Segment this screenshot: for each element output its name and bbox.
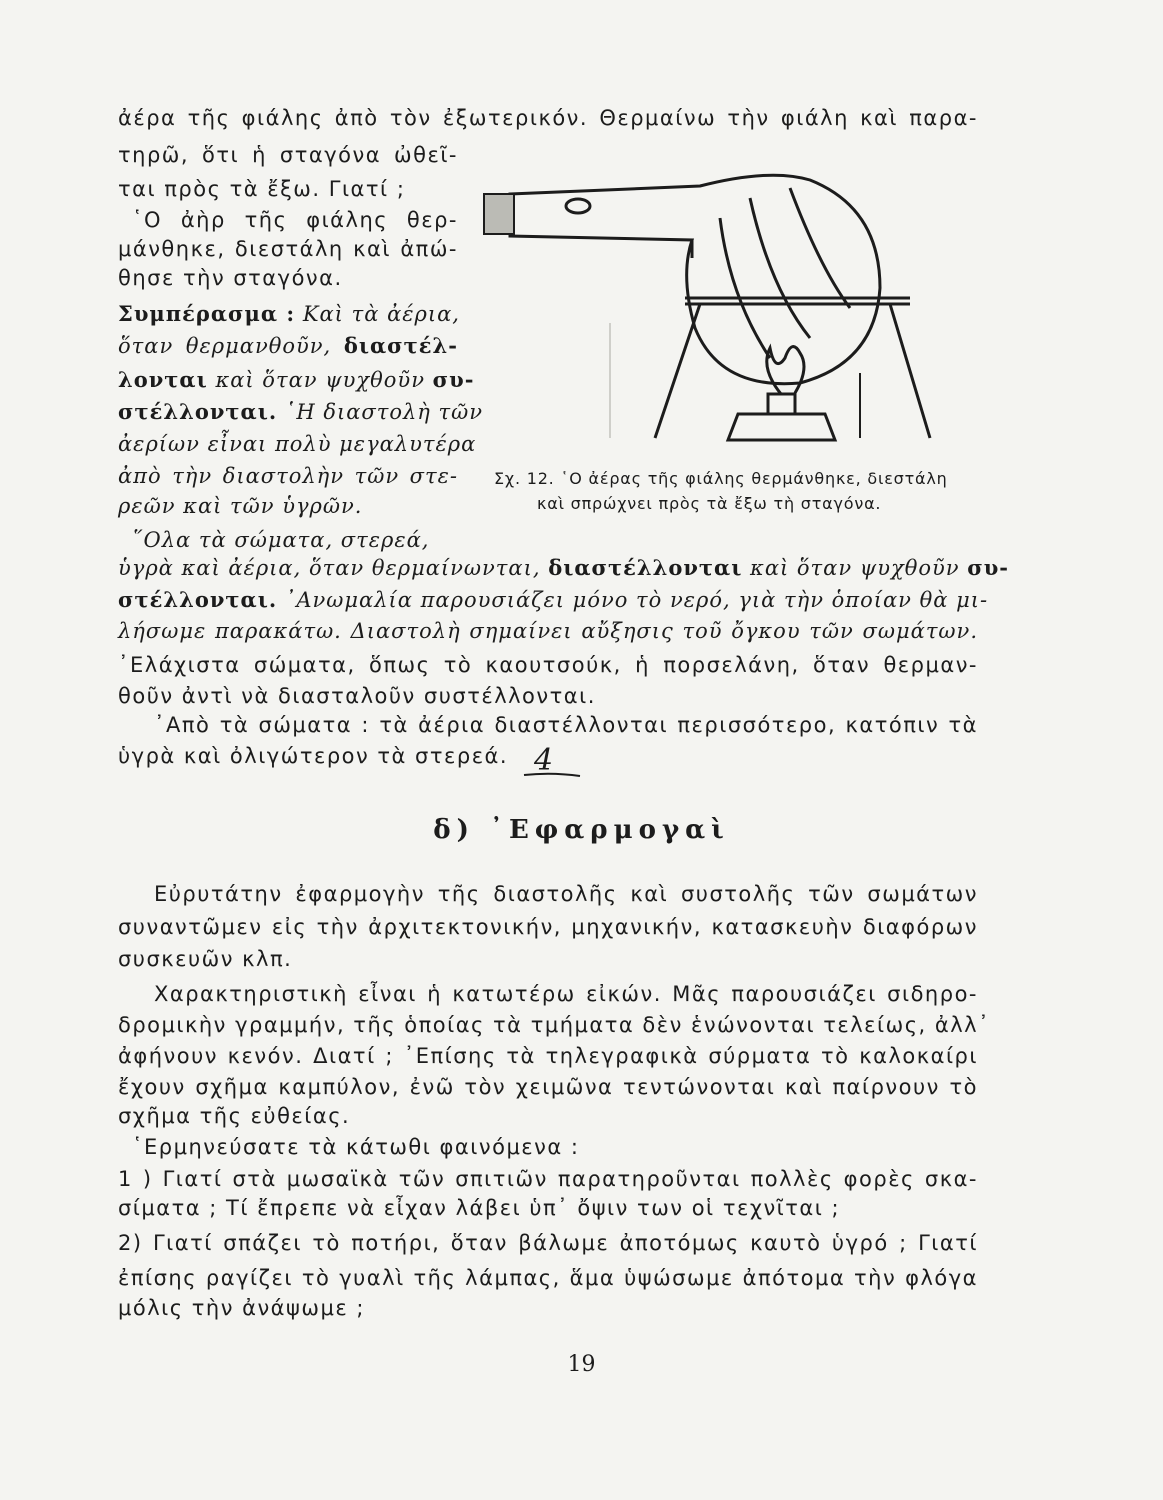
- text-line: τηρῶ, ὅτι ἡ σταγόνα ὠθεῖ-: [118, 143, 458, 167]
- text-line: ῾Ο ἀὴρ τῆς φιάλης θερ-: [132, 208, 458, 232]
- conclusion-text: καὶ ὅταν ψυχθοῦν: [742, 556, 968, 580]
- conclusion-line: [118, 553, 1010, 583]
- handwritten-mark: [522, 740, 592, 790]
- section-heading: δ) ᾿Εφαρμογαὶ: [433, 815, 730, 845]
- emphasis-text: λονται: [118, 367, 208, 392]
- conclusion-line: [118, 397, 484, 427]
- text-line: ἔχουν σχῆμα καμπύλον, ἐνῶ τὸν χειμῶνα τεντώνονται καὶ παίρνουν τὸ: [118, 1075, 978, 1099]
- text-line: σχῆμα τῆς εὐθείας.: [118, 1104, 351, 1128]
- conclusion-line: ἀερίων εἶναι πολὺ μεγαλυτέρα: [118, 432, 477, 456]
- handwritten-number: 4: [534, 743, 554, 778]
- conclusion-label: Συμπέρασμα :: [118, 301, 296, 326]
- text-line: ἐπίσης ραγίζει τὸ γυαλὶ τῆς λάμπας, ἅμα ὑψώσωμε ἀπότομα τὴν φλόγα: [118, 1266, 978, 1290]
- conclusion-text: ῾Η διαστολὴ τῶν: [277, 400, 484, 424]
- text-line: ᾿Ελάχιστα σώματα, ὅπως τὸ καουτσούκ, ἡ πορσελάνη, ὅταν θερμαν-: [118, 653, 978, 677]
- text-line: Χαρακτηριστικὴ εἶναι ἡ κατωτέρω εἰκών. Μᾶς παρουσιάζει σιδηρο-: [154, 982, 978, 1006]
- text-line: Εὐρυτάτην ἐφαρμογὴν τῆς διαστολῆς καὶ συστολῆς τῶν σωμάτων: [154, 882, 978, 906]
- figure-caption: Σχ. 12. ῾Ο ἀέρας τῆς φιάλης θερμάνθηκε, διεστάλη: [494, 469, 948, 488]
- flask-illustration: [470, 158, 970, 458]
- conclusion-text: ᾿Ανωμαλία παρουσιάζει μόνο τὸ νερό, γιὰ τὴν ὁποίαν θὰ μι-: [277, 588, 989, 612]
- text-line: ἀέρα τῆς φιάλης ἀπὸ τὸν ἐξωτερικόν. Θερμαίνω τὴν φιάλη καὶ παρα-: [118, 106, 978, 130]
- emphasis-text: στέλλονται.: [118, 587, 278, 612]
- text-line: ὑγρὰ καὶ ὀλιγώτερον τὰ στερεά.: [118, 744, 509, 768]
- text-line: ᾿Απὸ τὰ σώματα : τὰ ἀέρια διαστέλλονται περισσότερο, κατόπιν τὰ: [154, 713, 978, 737]
- text-line: 1 ) Γιατί στὰ μωσαϊκὰ τῶν σπιτιῶν παρατηροῦνται πολλὲς φορὲς σκα-: [118, 1167, 978, 1191]
- emphasis-text: διαστέλλονται: [548, 555, 743, 580]
- text-line: θησε τὴν σταγόνα.: [118, 266, 343, 290]
- conclusion-line: λήσωμε παρακάτω. Διαστολὴ σημαίνει αὔξησις τοῦ ὄγκου τῶν σωμάτων.: [118, 619, 978, 643]
- text-line: 2) Γιατί σπάζει τὸ ποτήρι, ὅταν βάλωμε ἀποτόμως καυτὸ ὑγρό ; Γιατί: [118, 1231, 978, 1255]
- conclusion-line: [118, 331, 458, 361]
- text-line: σίματα ; Τί ἔπρεπε νὰ εἶχαν λάβει ὑπ᾿ ὄψιν των οἱ τεχνῖται ;: [118, 1196, 841, 1220]
- text-line: δρομικὴν γραμμήν, τῆς ὁποίας τὰ τμήματα δὲν ἑνώνονται τελείως, ἀλλ᾿: [118, 1013, 991, 1037]
- emphasis-text: διαστέλ-: [343, 333, 458, 358]
- conclusion-line: [118, 365, 475, 395]
- conclusion-line: ρεῶν καὶ τῶν ὑγρῶν.: [118, 494, 363, 518]
- text-line: θοῦν ἀντὶ νὰ διασταλοῦν συστέλλονται.: [118, 684, 596, 708]
- text-line: μόλις τὴν ἀνάψωμε ;: [118, 1296, 365, 1320]
- conclusion-text: ὑγρὰ καὶ ἀέρια, ὅταν θερμαίνωνται,: [118, 556, 549, 580]
- text-line: ται πρὸς τὰ ἔξω. Γιατί ;: [118, 177, 406, 201]
- page-number: 19: [567, 1352, 596, 1377]
- emphasis-text: συ-: [967, 555, 1010, 580]
- text-line: συσκευῶν κλπ.: [118, 947, 293, 971]
- text-line: συναντῶμεν εἰς τὴν ἀρχιτεκτονικήν, μηχανικήν, κατασκευὴν διαφόρων: [118, 915, 978, 939]
- emphasis-text: συ-: [432, 367, 475, 392]
- conclusion-text: ὅταν θερμανθοῦν,: [118, 334, 344, 358]
- text-line: ἀφήνουν κενόν. Διατί ; ᾿Επίσης τὰ τηλεγραφικὰ σύρματα τὸ καλοκαίρι: [118, 1044, 978, 1068]
- figure-caption: καὶ σπρώχνει πρὸς τὰ ἔξω τὴ σταγόνα.: [537, 494, 882, 513]
- text-line: μάνθηκε, διεστάλη καὶ ἀπώ-: [118, 237, 458, 261]
- conclusion-line: [118, 585, 989, 615]
- emphasis-text: στέλλονται.: [118, 399, 278, 424]
- text-line: ῾Ερμηνεύσατε τὰ κάτωθι φαινόμενα :: [132, 1135, 580, 1159]
- conclusion-line: ἀπὸ τὴν διαστολὴν τῶν στε-: [118, 464, 458, 488]
- conclusion-line: [118, 299, 458, 329]
- conclusion-text: καὶ ὅταν ψυχθοῦν: [207, 368, 433, 392]
- conclusion-line: ῞Ολα τὰ σώματα, στερεά,: [132, 528, 430, 552]
- cork-stopper: [484, 194, 514, 234]
- conclusion-text: Καὶ τὰ ἀέρια,: [295, 302, 460, 326]
